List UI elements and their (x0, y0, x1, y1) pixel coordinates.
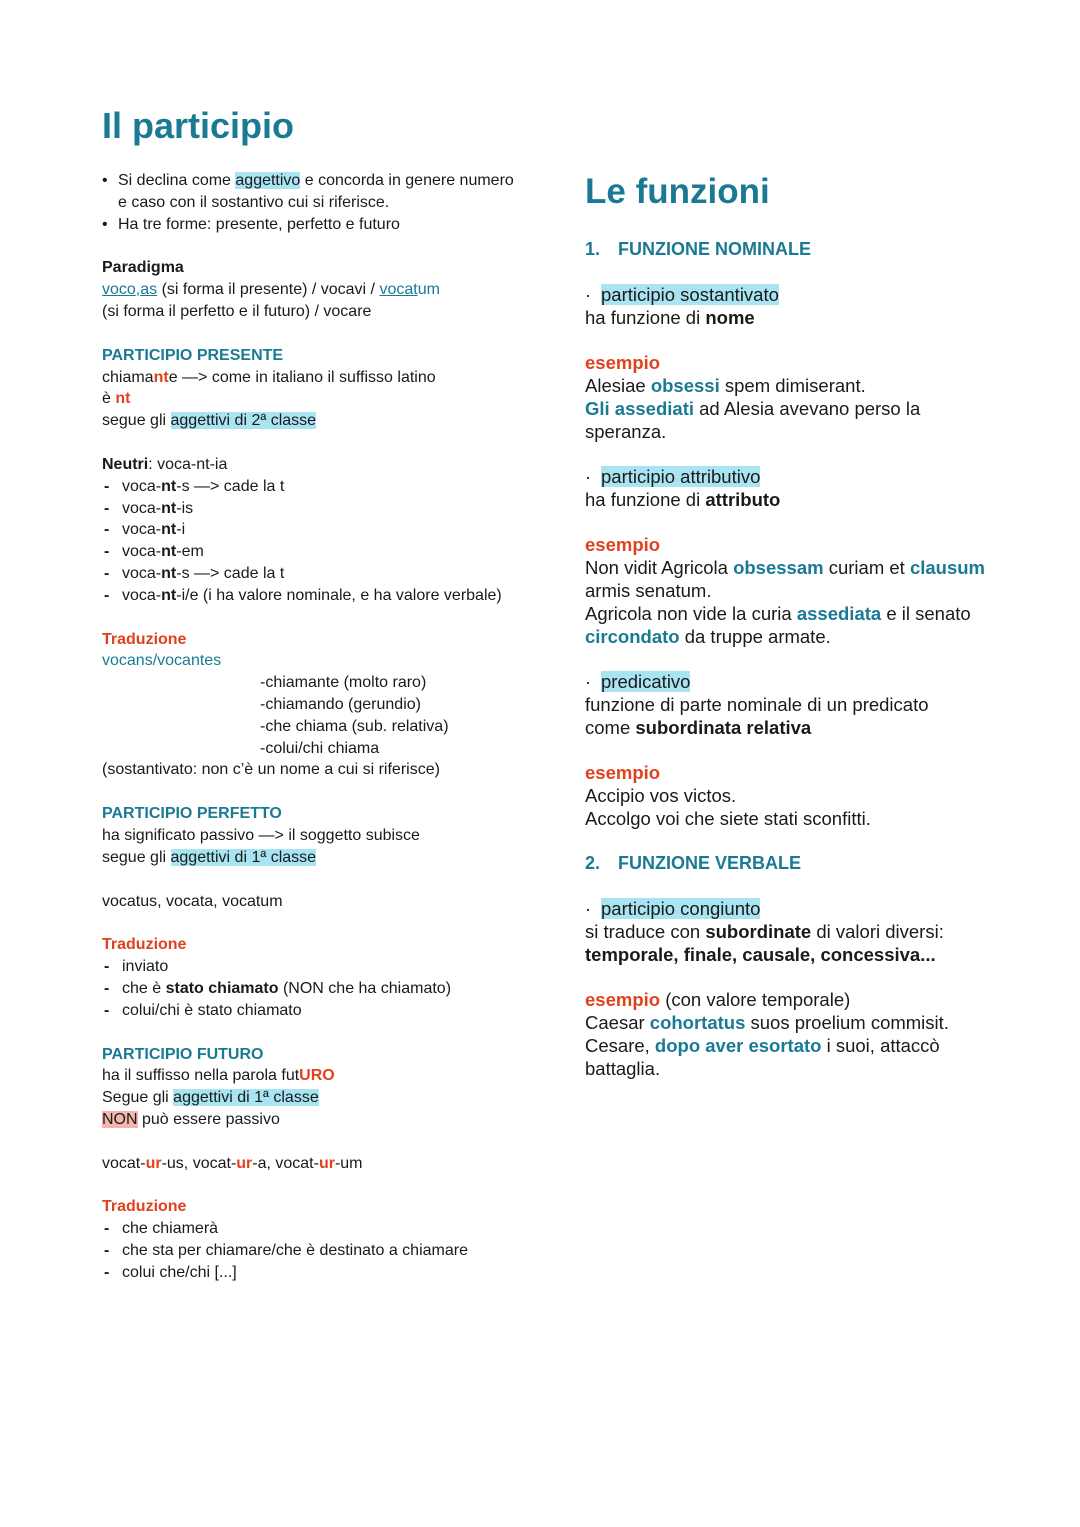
esempio-label: esempio (585, 534, 661, 555)
congiunto-desc-2: temporale, finale, causale, concessiva... (585, 944, 936, 965)
example-latin: Caesar cohortatus suos proelium commisit. (585, 1012, 949, 1033)
perfetto-heading: PARTICIPIO PERFETTO (102, 805, 282, 823)
perfetto-traduzione-list (102, 956, 522, 1021)
suffix-uro: URO (299, 1067, 335, 1085)
list-item: - colui/chi è stato chiamato (102, 1000, 522, 1022)
suffix-nt: nt (153, 368, 169, 386)
highlight-predicativo: predicativo (601, 671, 691, 692)
paradigma-line-2: (si forma il perfetto e il futuro) / vocare (102, 302, 372, 320)
bullet-dot: · (585, 671, 592, 692)
esempio-label: esempio (585, 762, 661, 783)
sostantivato-bullet (585, 283, 995, 306)
text: ha il suffisso nella parola fut (102, 1067, 300, 1085)
paradigma-line-1 (102, 279, 522, 301)
highlight-non: NON (102, 1110, 138, 1128)
perfetto-traduzione-heading: Traduzione (102, 936, 187, 954)
text: Segue gli (102, 1089, 174, 1107)
sostantivato-desc: ha funzione di nome (585, 307, 755, 328)
futuro-forms: vocat-ur-us, vocat-ur-a, vocat-ur-um (102, 1154, 363, 1172)
presente-traduzione-word: vocans/vocantes (102, 652, 222, 670)
list-item: - che sta per chiamare/che è destinato a chiamare (102, 1240, 522, 1262)
neutri-line (102, 454, 522, 476)
paradigma-text: (si forma il presente) / vocavi / (157, 281, 380, 299)
list-item: - voca-nt-s —> cade la t (102, 563, 522, 585)
bullet-dot: · (585, 898, 592, 919)
attributivo-desc: ha funzione di attributo (585, 489, 781, 510)
text: segue gli (102, 848, 171, 866)
comma: , (135, 281, 141, 299)
page-title: Il participio (102, 105, 295, 146)
section-heading-nominale (585, 238, 995, 261)
section-title: Le funzioni (585, 172, 770, 211)
highlight-1-classe: aggettivi di 1ª classe (170, 848, 317, 866)
link-voco[interactable]: voco (102, 281, 136, 299)
futuro-line-1 (102, 1065, 522, 1087)
link-vocat[interactable]: vocat (379, 281, 418, 299)
presente-traduzione-heading: Traduzione (102, 630, 187, 648)
highlight-congiunto: participio congiunto (601, 898, 761, 919)
futuro-heading: PARTICIPIO FUTURO (102, 1045, 264, 1063)
bullet-text: e concorda in genere numero e caso con il sostantivo cui si riferisce. (118, 172, 514, 211)
example-latin: Non vidit Agricola obsessam curiam et clausum armis senatum. (585, 557, 985, 601)
section-number: 2. (585, 853, 601, 873)
right-column (585, 170, 995, 1080)
bullet-text: Si declina come (118, 172, 236, 189)
list-item: - colui che/chi [...] (102, 1262, 522, 1284)
example-italian: Gli assediati ad Alesia avevano perso la speranza. (585, 398, 921, 442)
text: chiama (102, 368, 154, 386)
traduzione-item: -che chiama (sub. relativa) (260, 717, 449, 735)
link-as[interactable]: as (140, 281, 158, 299)
text: può essere passivo (137, 1110, 280, 1128)
traduzione-item: -chiamante (molto raro) (260, 674, 427, 692)
neutri-label: Neutri (102, 455, 149, 473)
esempio-label: esempio (585, 352, 661, 373)
traduzione-item: -chiamando (gerundio) (260, 695, 421, 713)
bullet-declension (102, 170, 522, 214)
highlight-attributivo: participio attributivo (601, 466, 761, 487)
highlight-sostantivato: participio sostantivato (601, 284, 779, 305)
list-item: - voca-nt-i (102, 519, 522, 541)
congiunto-bullet (585, 897, 995, 920)
list-item: - che è stato chiamato (NON che ha chiamato) (102, 978, 522, 1000)
example-latin: Accipio vos victos. (585, 785, 737, 806)
traduzione-note: (sostantivato: non c’è un nome a cui si riferisce) (102, 761, 440, 779)
suffix-um: um (417, 281, 440, 299)
bullet-forms: • Ha tre forme: presente, perfetto e futuro (102, 214, 522, 236)
highlight-1-classe: aggettivi di 1ª classe (173, 1089, 319, 1107)
example-latin: Alesiae obsessi spem dimiserant. (585, 375, 866, 396)
presente-line-1 (102, 367, 522, 389)
perfetto-line-2 (102, 847, 522, 869)
text: segue gli (102, 412, 171, 430)
perfetto-line-1: ha significato passivo —> il soggetto subisce (102, 826, 420, 844)
list-item: - voca-nt-is (102, 498, 522, 520)
bullet-dot: · (585, 284, 592, 305)
presente-forms (102, 476, 522, 607)
highlight-aggettivo: aggettivo (235, 172, 301, 189)
example-italian: Accolgo voi che siete stati sconfitti. (585, 808, 871, 829)
list-item: - inviato (102, 956, 522, 978)
predicativo-bullet (585, 670, 995, 693)
text: è (102, 390, 116, 408)
paradigma-heading: Paradigma (102, 259, 184, 277)
example-italian: Cesare, dopo aver esortato i suoi, attaccò battaglia. (585, 1035, 940, 1079)
text: : voca-nt-ia (148, 455, 228, 473)
attributivo-bullet (585, 465, 995, 488)
bullet-dot: · (585, 466, 592, 487)
section-label: FUNZIONE VERBALE (618, 853, 802, 873)
esempio-note: (con valore temporale) (660, 989, 851, 1010)
traduzione-item: -colui/chi chiama (260, 739, 380, 757)
section-label: FUNZIONE NOMINALE (618, 239, 811, 259)
predicativo-desc-2: come subordinata relativa (585, 717, 812, 738)
suffix-nt: nt (115, 390, 131, 408)
section-number: 1. (585, 239, 601, 259)
highlight-2-classe: aggettivi di 2ª classe (170, 412, 317, 430)
futuro-traduzione-list (102, 1218, 522, 1283)
list-item: - che chiamerà (102, 1218, 522, 1240)
example-italian: Agricola non vide la curia assediata e il senato circondato da truppe armate. (585, 603, 971, 647)
presente-heading: PARTICIPIO PRESENTE (102, 346, 284, 364)
futuro-line-3 (102, 1109, 522, 1131)
perfetto-forms: vocatus, vocata, vocatum (102, 892, 283, 910)
section-heading-verbale (585, 852, 995, 875)
presente-line-2 (102, 388, 522, 410)
list-item: - voca-nt-s —> cade la t (102, 476, 522, 498)
congiunto-desc-1: si traduce con subordinate di valori diversi: (585, 921, 944, 942)
list-item: - voca-nt-i/e (i ha valore nominale, e ha valore verbale) (102, 585, 522, 607)
text: e —> come in italiano il suffisso latino (168, 368, 436, 386)
futuro-traduzione-heading: Traduzione (102, 1198, 187, 1216)
list-item: - voca-nt-em (102, 541, 522, 563)
left-column (102, 104, 522, 1284)
intro-bullets (102, 170, 522, 235)
esempio-temporale (585, 988, 995, 1011)
predicativo-desc-1: funzione di parte nominale di un predicato (585, 694, 929, 715)
presente-line-3 (102, 410, 522, 432)
esempio-label: esempio (585, 989, 661, 1010)
futuro-line-2 (102, 1087, 522, 1109)
